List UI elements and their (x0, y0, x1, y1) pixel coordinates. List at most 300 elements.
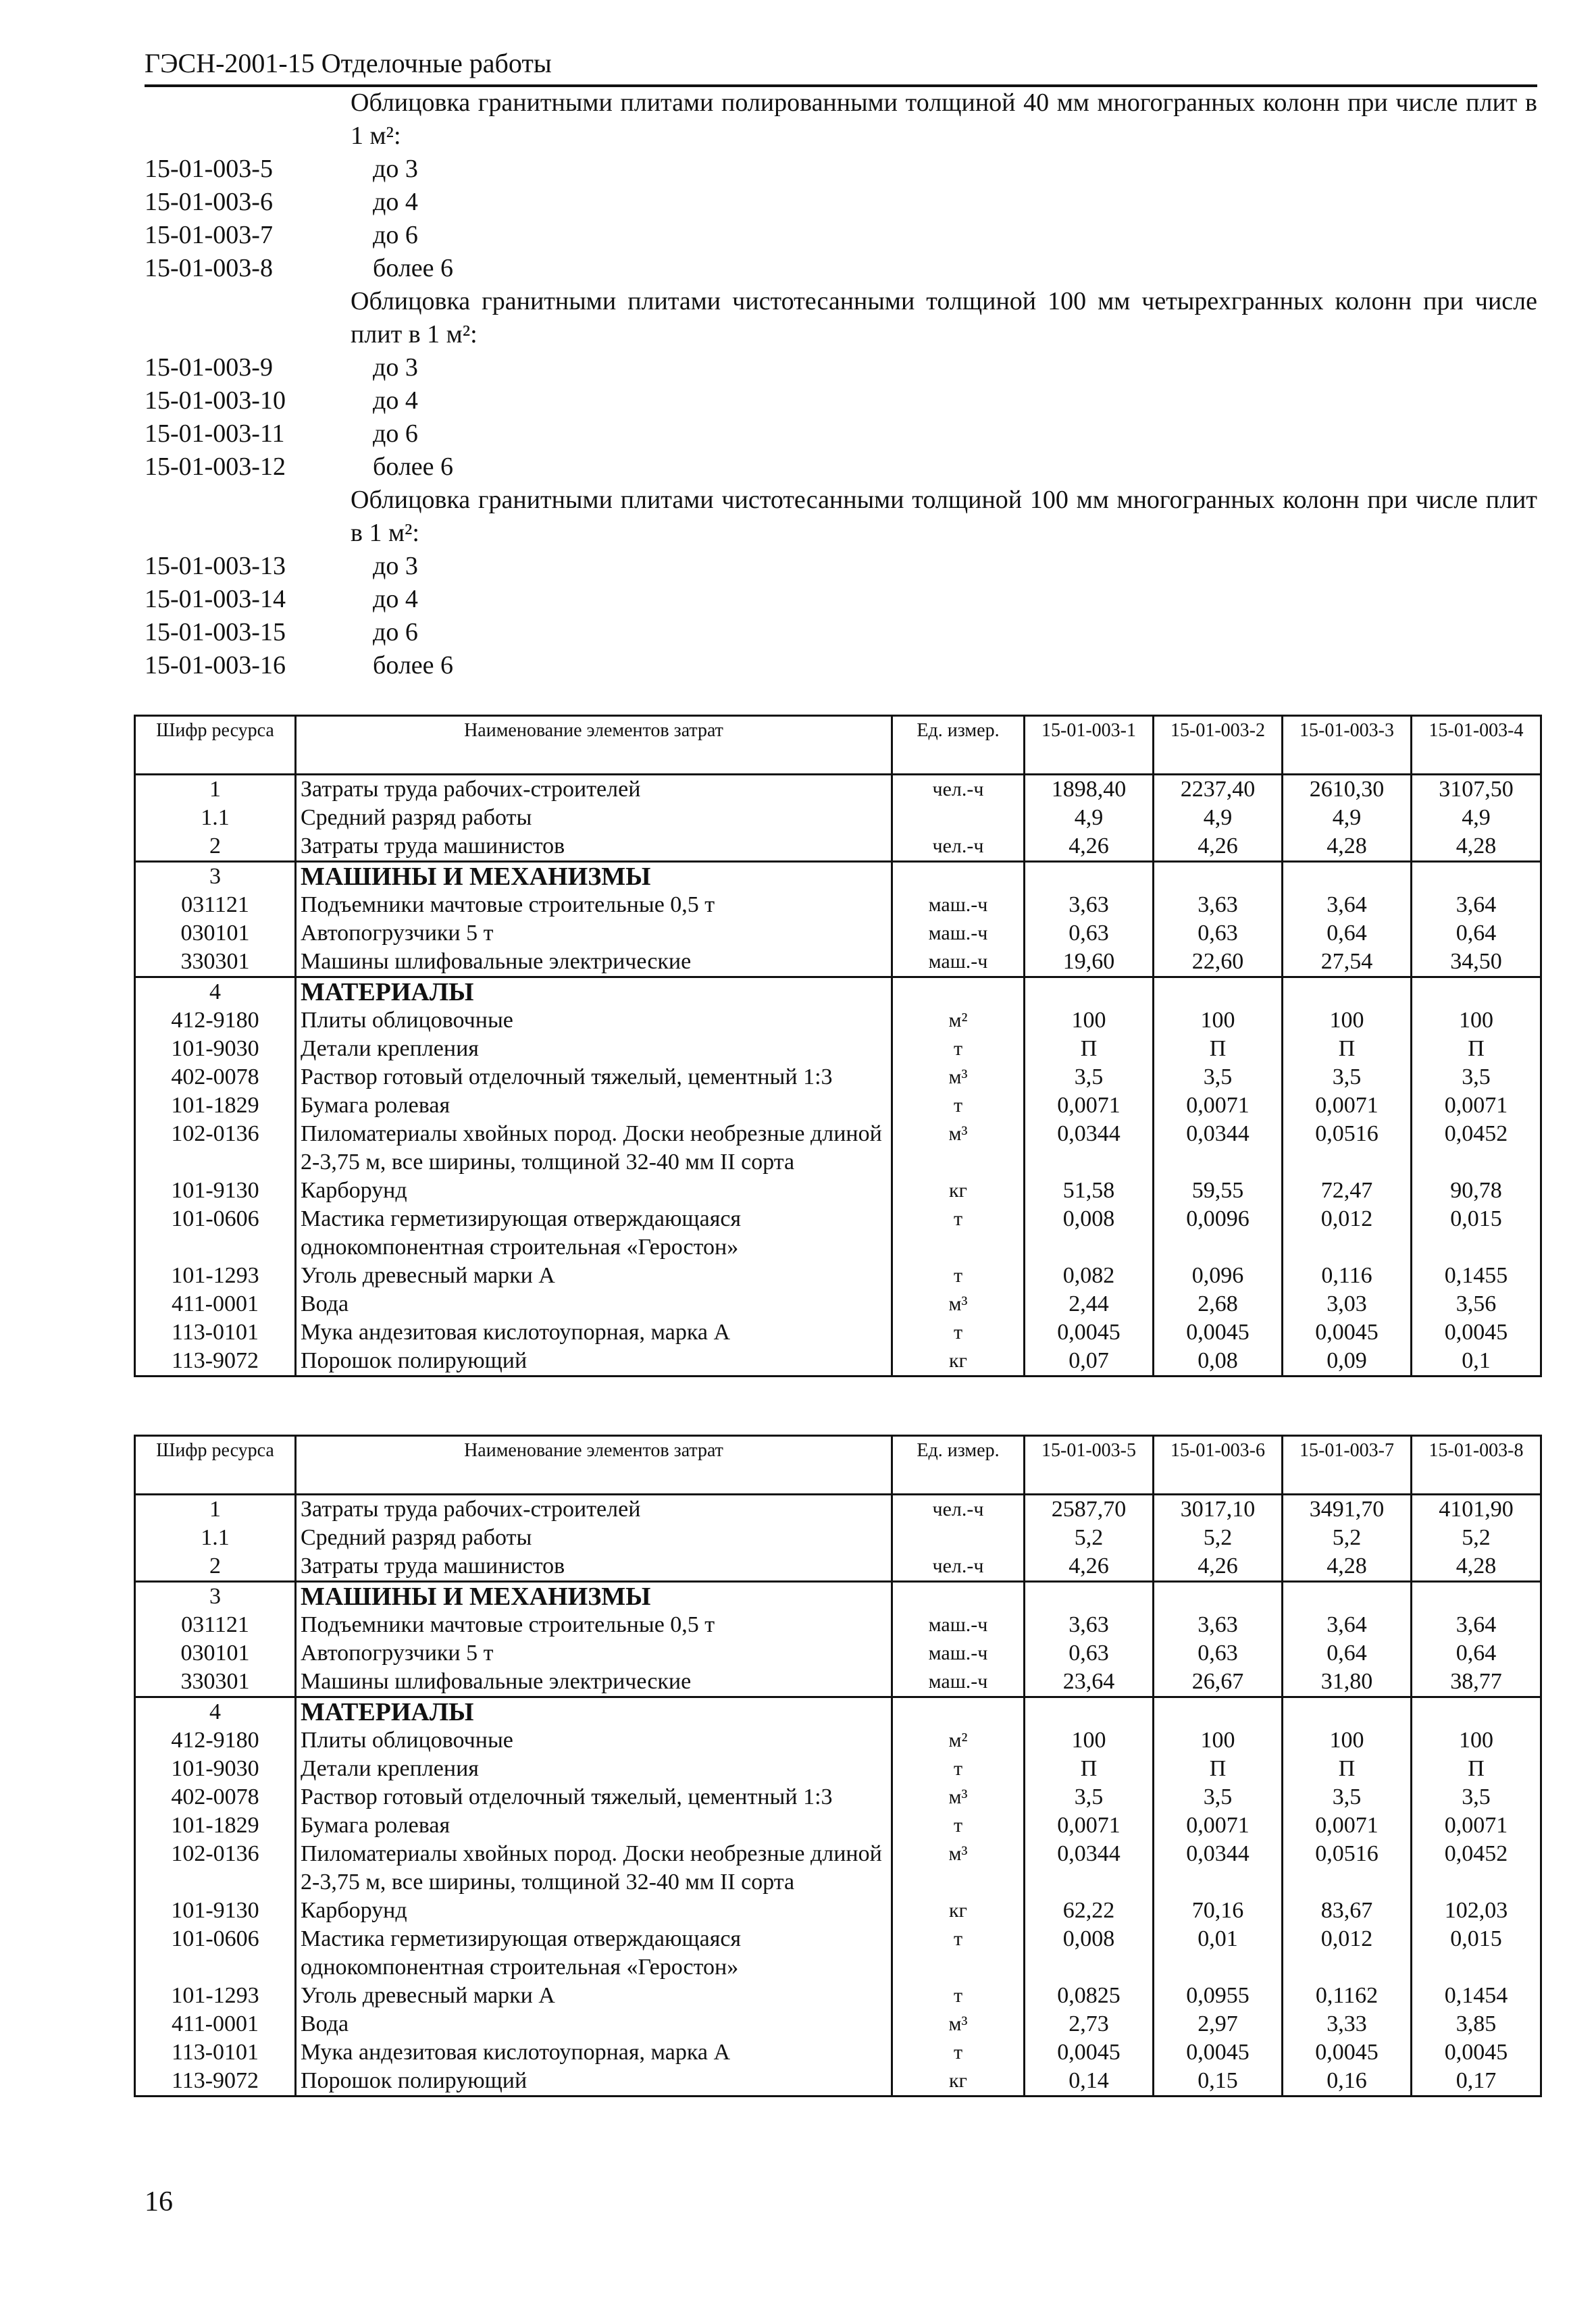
resource-name: Затраты труда машинистов (296, 1552, 892, 1582)
resource-unit: м³ (892, 2010, 1025, 2038)
resource-value: 0,0071 (1283, 1811, 1412, 1840)
resource-value (1283, 862, 1412, 892)
resource-unit: т (892, 1205, 1025, 1262)
resource-value: 3,63 (1154, 891, 1283, 919)
resource-value: 3,64 (1283, 1611, 1412, 1639)
intro-code (145, 484, 351, 550)
intro-code: 15-01-003-5 (145, 155, 273, 183)
resource-value: 0,0045 (1025, 2038, 1154, 2067)
table-row (135, 1318, 1541, 1347)
resource-value: 34,50 (1412, 948, 1541, 977)
resource-name: Подъемники мачтовые строительные 0,5 т (296, 891, 892, 919)
resource-value: 51,58 (1025, 1177, 1154, 1205)
intro-description (145, 285, 1537, 351)
resource-value (1025, 1697, 1154, 1727)
resource-value: 38,77 (1412, 1668, 1541, 1697)
resource-value: 19,60 (1025, 948, 1154, 977)
resource-name: Средний разряд работы (296, 1524, 892, 1552)
resource-value: 26,67 (1154, 1668, 1283, 1697)
resource-name: Уголь древесный марки А (296, 1982, 892, 2010)
resource-value (1154, 1697, 1283, 1727)
resource-unit: м³ (892, 1783, 1025, 1811)
resource-value: 90,78 (1412, 1177, 1541, 1205)
resource-value: 0,0344 (1154, 1840, 1283, 1897)
table-row (135, 1205, 1541, 1262)
resource-value (1025, 977, 1154, 1007)
resource-value: 0,64 (1283, 919, 1412, 948)
table-row (135, 1840, 1541, 1897)
intro-text: Облицовка гранитными плитами чистотесанными толщиной 100 мм четырехгранных колонн при числе плит в 1 м²: (351, 287, 1537, 349)
resource-value: 5,2 (1283, 1524, 1412, 1552)
section-row (135, 1582, 1541, 1612)
table-row (135, 1925, 1541, 1982)
resource-value: 4,28 (1412, 832, 1541, 862)
resource-value: 0,0045 (1154, 2038, 1283, 2067)
table-row (135, 1177, 1541, 1205)
resource-code: 1 (135, 1495, 296, 1524)
resource-value: 4,9 (1025, 804, 1154, 832)
intro-code (145, 86, 351, 153)
resource-unit: чел.-ч (892, 775, 1025, 804)
resource-unit: маш.-ч (892, 1639, 1025, 1668)
resource-code: 330301 (135, 948, 296, 977)
resource-value: 0,008 (1025, 1925, 1154, 1982)
table-header-cell: 15-01-003-8 (1412, 1436, 1541, 1495)
resource-value: 83,67 (1283, 1897, 1412, 1925)
resource-value: П (1283, 1035, 1412, 1063)
resource-value: 100 (1025, 1006, 1154, 1035)
intro-item (145, 384, 1537, 417)
table-row (135, 1524, 1541, 1552)
resource-value: 2610,30 (1283, 775, 1412, 804)
resource-code: 4 (135, 977, 296, 1007)
resource-value: 0,082 (1025, 1262, 1154, 1290)
table-header-cell: 15-01-003-7 (1283, 1436, 1412, 1495)
resource-name: Бумага ролевая (296, 1811, 892, 1840)
intro-item (145, 186, 1537, 219)
table-header-cell: 15-01-003-6 (1154, 1436, 1283, 1495)
table-row (135, 948, 1541, 977)
resource-value: 0,16 (1283, 2067, 1412, 2097)
resource-unit (892, 1524, 1025, 1552)
table-header-cell: Шифр ресурса (135, 1436, 296, 1495)
resource-code: 113-9072 (135, 1347, 296, 1377)
resource-code: 101-1829 (135, 1811, 296, 1840)
resource-value: 100 (1154, 1726, 1283, 1755)
resource-name: Машины шлифовальные электрические (296, 1668, 892, 1697)
intro-text: Облицовка гранитными плитами чистотесанными толщиной 100 мм многогранных колонн при числе плит в 1 м²: (351, 486, 1537, 547)
resource-name: Вода (296, 2010, 892, 2038)
intro-code: 15-01-003-16 (145, 651, 286, 679)
resource-name: Раствор готовый отделочный тяжелый, цементный 1:3 (296, 1063, 892, 1091)
resource-code: 402-0078 (135, 1063, 296, 1091)
resource-code: 330301 (135, 1668, 296, 1697)
resource-value: 3,5 (1283, 1783, 1412, 1811)
resource-code: 402-0078 (135, 1783, 296, 1811)
intro-item (145, 583, 1537, 616)
resource-value: 0,0045 (1412, 1318, 1541, 1347)
resource-value: 0,1454 (1412, 1982, 1541, 2010)
table-row (135, 775, 1541, 804)
resource-value: 0,0516 (1283, 1840, 1412, 1897)
table-row (135, 891, 1541, 919)
intro-item (145, 417, 1537, 451)
resource-value: 1898,40 (1025, 775, 1154, 804)
resource-value: 3,5 (1412, 1783, 1541, 1811)
resource-name: Бумага ролевая (296, 1091, 892, 1120)
resource-value: 0,096 (1154, 1262, 1283, 1290)
resource-code: 113-9072 (135, 2067, 296, 2097)
intro-code: 15-01-003-8 (145, 254, 273, 282)
resource-value: 0,0096 (1154, 1205, 1283, 1262)
resource-unit (892, 1697, 1025, 1727)
intro-code: 15-01-003-7 (145, 221, 273, 249)
resource-value: 0,01 (1154, 1925, 1283, 1982)
table-row (135, 1897, 1541, 1925)
resource-code: 101-1829 (135, 1091, 296, 1120)
resource-value: 0,63 (1154, 919, 1283, 948)
resource-name: Затраты труда рабочих-строителей (296, 775, 892, 804)
resource-unit: кг (892, 1897, 1025, 1925)
resource-value: П (1025, 1755, 1154, 1783)
resource-value: 100 (1283, 1006, 1412, 1035)
resource-value: 31,80 (1283, 1668, 1412, 1697)
resource-value: 0,0452 (1412, 1840, 1541, 1897)
resource-value: 3,5 (1283, 1063, 1412, 1091)
resource-name: Порошок полирующий (296, 2067, 892, 2097)
resource-value: 0,0045 (1025, 1318, 1154, 1347)
resource-value: 0,0071 (1025, 1811, 1154, 1840)
resource-value (1283, 977, 1412, 1007)
table-row (135, 1063, 1541, 1091)
resource-value: 2,68 (1154, 1290, 1283, 1318)
table-header-cell: Наименование элементов затрат (296, 1436, 892, 1495)
resource-value: 3,5 (1025, 1063, 1154, 1091)
intro-text: до 6 (373, 221, 418, 249)
resource-unit: чел.-ч (892, 1552, 1025, 1582)
resource-value: 0,63 (1025, 1639, 1154, 1668)
resource-value: 3,85 (1412, 2010, 1541, 2038)
resource-name: Карборунд (296, 1177, 892, 1205)
resource-code: 3 (135, 1582, 296, 1612)
intro-item (145, 451, 1537, 484)
resource-unit: т (892, 1318, 1025, 1347)
resource-value: 0,0045 (1283, 1318, 1412, 1347)
resource-value (1412, 862, 1541, 892)
resource-value: 0,15 (1154, 2067, 1283, 2097)
table-header-cell: 15-01-003-3 (1283, 716, 1412, 775)
resource-value: 0,1455 (1412, 1262, 1541, 1290)
resource-unit: м³ (892, 1063, 1025, 1091)
resource-value: 0,0825 (1025, 1982, 1154, 2010)
resource-code: 101-9030 (135, 1755, 296, 1783)
resource-name: Плиты облицовочные (296, 1726, 892, 1755)
table-row (135, 2067, 1541, 2097)
intro-code: 15-01-003-12 (145, 453, 286, 481)
resource-name: МАТЕРИАЛЫ (296, 1697, 892, 1727)
table-header-cell: 15-01-003-1 (1025, 716, 1154, 775)
table-header-cell: Шифр ресурса (135, 716, 296, 775)
resource-value (1412, 1697, 1541, 1727)
table-row (135, 919, 1541, 948)
resource-value (1025, 862, 1154, 892)
resource-value: 5,2 (1154, 1524, 1283, 1552)
resource-value: 3,5 (1025, 1783, 1154, 1811)
resource-code: 411-0001 (135, 1290, 296, 1318)
resource-unit: маш.-ч (892, 1668, 1025, 1697)
resource-unit: т (892, 1755, 1025, 1783)
resource-code: 3 (135, 862, 296, 892)
resource-code: 030101 (135, 919, 296, 948)
resource-value: 0,012 (1283, 1925, 1412, 1982)
resource-value: 0,64 (1412, 1639, 1541, 1668)
resource-name: Автопогрузчики 5 т (296, 1639, 892, 1668)
resource-value: 4,9 (1412, 804, 1541, 832)
resource-value: 0,08 (1154, 1347, 1283, 1377)
resource-name: Плиты облицовочные (296, 1006, 892, 1035)
table-row (135, 2010, 1541, 2038)
resource-name: Затраты труда машинистов (296, 832, 892, 862)
table-row (135, 1611, 1541, 1639)
resource-name: Машины шлифовальные электрические (296, 948, 892, 977)
resource-code: 4 (135, 1697, 296, 1727)
resource-name: Порошок полирующий (296, 1347, 892, 1377)
resource-code: 101-0606 (135, 1205, 296, 1262)
intro-code: 15-01-003-15 (145, 618, 286, 646)
resource-value: 0,012 (1283, 1205, 1412, 1262)
resource-value: 3,64 (1412, 891, 1541, 919)
intro-text: Облицовка гранитными плитами полированными толщиной 40 мм многогранных колонн при числе плит в 1 м²: (351, 88, 1537, 150)
resource-value (1412, 977, 1541, 1007)
resource-name: Вода (296, 1290, 892, 1318)
resource-value: 4,26 (1025, 1552, 1154, 1582)
resource-code: 102-0136 (135, 1120, 296, 1177)
resource-value: 59,55 (1154, 1177, 1283, 1205)
intro-text: до 4 (373, 188, 418, 216)
table-row (135, 1755, 1541, 1783)
table-row (135, 1495, 1541, 1524)
resource-unit: т (892, 1035, 1025, 1063)
resource-name: Карборунд (296, 1897, 892, 1925)
resource-name: Пиломатериалы хвойных пород. Доски необрезные длиной 2-3,75 м, все ширины, толщиной 32-40 мм II сорта (296, 1120, 892, 1177)
resource-value: 3,63 (1025, 891, 1154, 919)
resource-name: Уголь древесный марки А (296, 1262, 892, 1290)
resource-value (1154, 1582, 1283, 1612)
intro-item (145, 153, 1537, 186)
resource-unit (892, 862, 1025, 892)
intro-text: более 6 (373, 651, 454, 679)
resource-code: 101-9030 (135, 1035, 296, 1063)
intro-text: до 3 (373, 552, 418, 580)
resource-value: 0,0071 (1283, 1091, 1412, 1120)
resource-unit: чел.-ч (892, 1495, 1025, 1524)
resource-value: П (1154, 1755, 1283, 1783)
resource-value: 3,33 (1283, 2010, 1412, 2038)
resource-unit: т (892, 1262, 1025, 1290)
resource-unit: т (892, 1811, 1025, 1840)
table-header-cell: 15-01-003-4 (1412, 716, 1541, 775)
resource-value: 0,0045 (1283, 2038, 1412, 2067)
resource-value: 0,0071 (1154, 1091, 1283, 1120)
resource-value: 0,0045 (1154, 1318, 1283, 1347)
resource-name: МАТЕРИАЛЫ (296, 977, 892, 1007)
resource-value: 3,63 (1025, 1611, 1154, 1639)
resource-value: 0,0071 (1154, 1811, 1283, 1840)
resource-value: 22,60 (1154, 948, 1283, 977)
resource-code: 101-1293 (135, 1262, 296, 1290)
table-header-cell: 15-01-003-5 (1025, 1436, 1154, 1495)
resource-value: 0,09 (1283, 1347, 1412, 1377)
table-row (135, 1668, 1541, 1697)
resource-value: 0,0344 (1154, 1120, 1283, 1177)
resource-value: 100 (1154, 1006, 1283, 1035)
resource-name: Мука андезитовая кислотоупорная, марка А (296, 1318, 892, 1347)
resource-unit (892, 1582, 1025, 1612)
resource-value: 100 (1412, 1726, 1541, 1755)
resource-value: 72,47 (1283, 1177, 1412, 1205)
intro-code: 15-01-003-14 (145, 585, 286, 613)
resource-unit: м³ (892, 1840, 1025, 1897)
resource-value: 3017,10 (1154, 1495, 1283, 1524)
resource-name: Мука андезитовая кислотоупорная, марка А (296, 2038, 892, 2067)
table-row (135, 1262, 1541, 1290)
intro-code: 15-01-003-9 (145, 353, 273, 382)
table-row (135, 1035, 1541, 1063)
table-row (135, 1347, 1541, 1377)
resource-value: 3,56 (1412, 1290, 1541, 1318)
resource-name: Детали крепления (296, 1035, 892, 1063)
resource-value (1154, 862, 1283, 892)
table-row (135, 1552, 1541, 1582)
resource-value: 0,015 (1412, 1925, 1541, 1982)
intro-text: до 3 (373, 155, 418, 183)
table-row (135, 1006, 1541, 1035)
resource-value: 0,0452 (1412, 1120, 1541, 1177)
resource-value: 27,54 (1283, 948, 1412, 977)
intro-code: 15-01-003-11 (145, 419, 285, 448)
resource-value: 0,14 (1025, 2067, 1154, 2097)
resource-value: 4,9 (1154, 804, 1283, 832)
resource-unit: м³ (892, 1120, 1025, 1177)
intro-text: до 6 (373, 419, 418, 448)
resource-unit: т (892, 1982, 1025, 2010)
table-header-cell: Ед. измер. (892, 1436, 1025, 1495)
resource-name: Автопогрузчики 5 т (296, 919, 892, 948)
resource-code: 101-9130 (135, 1897, 296, 1925)
resource-value: 2,73 (1025, 2010, 1154, 2038)
resource-code: 102-0136 (135, 1840, 296, 1897)
resource-code: 113-0101 (135, 2038, 296, 2067)
resource-value: 100 (1283, 1726, 1412, 1755)
resource-unit: т (892, 2038, 1025, 2067)
resource-value: 4101,90 (1412, 1495, 1541, 1524)
resource-value: 3491,70 (1283, 1495, 1412, 1524)
intro-item (145, 252, 1537, 285)
table-row (135, 2038, 1541, 2067)
table-row (135, 1811, 1541, 1840)
table-header-row (135, 716, 1541, 775)
resource-value (1283, 1697, 1412, 1727)
resource-value (1025, 1582, 1154, 1612)
resource-code: 1 (135, 775, 296, 804)
table-row (135, 1091, 1541, 1120)
resource-value: 0,0045 (1412, 2038, 1541, 2067)
resource-value: 0,63 (1154, 1639, 1283, 1668)
resource-code: 031121 (135, 891, 296, 919)
resource-name: Средний разряд работы (296, 804, 892, 832)
table-row (135, 1726, 1541, 1755)
resource-value: 5,2 (1025, 1524, 1154, 1552)
resource-value: 0,0516 (1283, 1120, 1412, 1177)
table-row (135, 1783, 1541, 1811)
resource-unit: маш.-ч (892, 919, 1025, 948)
intro-text: до 6 (373, 618, 418, 646)
resource-code: 2 (135, 1552, 296, 1582)
resource-value: 3,64 (1283, 891, 1412, 919)
intro-text: до 4 (373, 386, 418, 415)
resource-value: П (1412, 1755, 1541, 1783)
resource-value: 0,17 (1412, 2067, 1541, 2097)
resource-value: 0,0071 (1412, 1091, 1541, 1120)
resource-name: Раствор готовый отделочный тяжелый, цементный 1:3 (296, 1783, 892, 1811)
intro-item (145, 219, 1537, 252)
table-header-cell: 15-01-003-2 (1154, 716, 1283, 775)
resource-code: 2 (135, 832, 296, 862)
resource-name: Мастика герметизирующая отверждающаяся однокомпонентная строительная «Геростон» (296, 1205, 892, 1262)
resource-value: 4,26 (1154, 832, 1283, 862)
page-header (145, 47, 1537, 87)
resource-value: 4,28 (1412, 1552, 1541, 1582)
table-row (135, 804, 1541, 832)
resource-value: 0,0344 (1025, 1120, 1154, 1177)
resource-unit: м³ (892, 1290, 1025, 1318)
page-number: 16 (145, 2186, 173, 2217)
resource-code: 101-1293 (135, 1982, 296, 2010)
resource-value: 70,16 (1154, 1897, 1283, 1925)
resource-unit: чел.-ч (892, 832, 1025, 862)
intro-text: более 6 (373, 254, 454, 282)
intro-item (145, 550, 1537, 583)
resource-unit: кг (892, 1177, 1025, 1205)
resource-unit: кг (892, 1347, 1025, 1377)
resource-value: 4,28 (1283, 1552, 1412, 1582)
resource-unit: м² (892, 1006, 1025, 1035)
intro-item (145, 616, 1537, 649)
resource-value (1412, 1582, 1541, 1612)
resource-value: 3,5 (1154, 1783, 1283, 1811)
resource-name: Подъемники мачтовые строительные 0,5 т (296, 1611, 892, 1639)
resource-value: 23,64 (1025, 1668, 1154, 1697)
resource-value: 3,5 (1412, 1063, 1541, 1091)
resource-code: 031121 (135, 1611, 296, 1639)
resource-value: 62,22 (1025, 1897, 1154, 1925)
table-row (135, 1982, 1541, 2010)
resource-value: 0,116 (1283, 1262, 1412, 1290)
resource-value: 4,26 (1025, 832, 1154, 862)
intro-code: 15-01-003-6 (145, 188, 273, 216)
resource-name: Пиломатериалы хвойных пород. Доски необрезные длиной 2-3,75 м, все ширины, толщиной 32-40 мм II сорта (296, 1840, 892, 1897)
resource-value: 2,97 (1154, 2010, 1283, 2038)
resource-table-1 (134, 715, 1542, 1377)
resource-value: 0,0955 (1154, 1982, 1283, 2010)
resource-value: 0,64 (1283, 1639, 1412, 1668)
table-row (135, 832, 1541, 862)
resource-code: 1.1 (135, 1524, 296, 1552)
resource-value: 100 (1412, 1006, 1541, 1035)
resource-code: 030101 (135, 1639, 296, 1668)
resource-value: 3107,50 (1412, 775, 1541, 804)
resource-code: 411-0001 (135, 2010, 296, 2038)
